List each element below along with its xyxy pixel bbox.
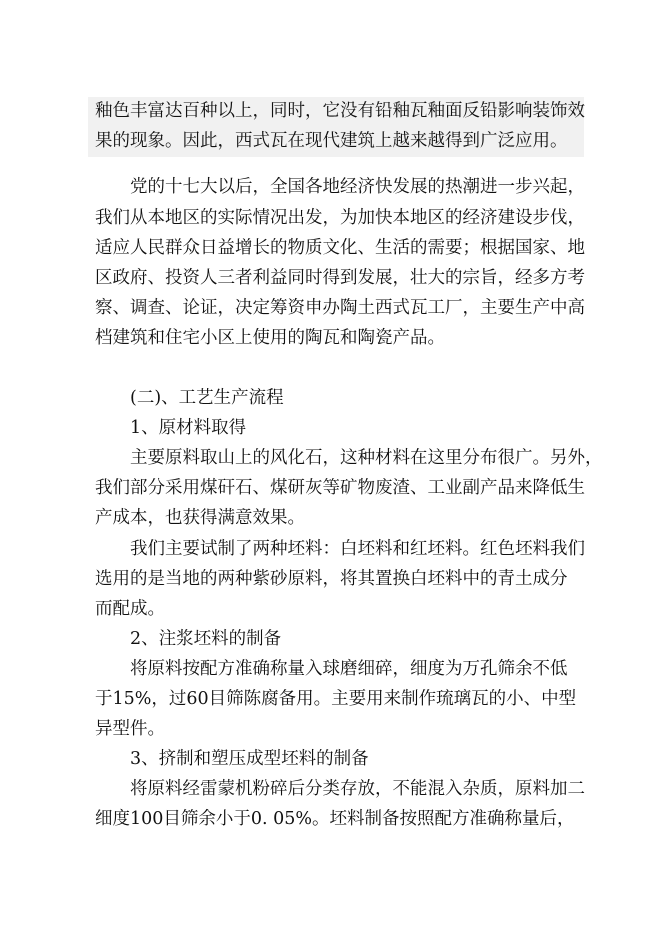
text-line: 而配成。 <box>95 599 165 619</box>
text-line: 党的十七大以后，全国各地经济快发展的热潮进一步兴起， <box>130 177 585 197</box>
text-line: 选用的是当地的两种紫砂原料，将其置换白坯料中的青土成分 <box>95 569 568 589</box>
text-line: 果的现象。因此，西式瓦在现代建筑上越来越得到广泛应用。 <box>95 131 568 151</box>
text-line: 将原料按配方准确称量入球磨细碎，细度为万孔筛余不低 <box>130 659 568 679</box>
text-line: 察、调查、论证，决定筹资申办陶土西式瓦工厂，主要生产中高 <box>95 298 585 318</box>
text-line: 产成本，也获得满意效果。 <box>95 508 305 528</box>
text-line: 档建筑和住宅小区上使用的陶瓦和陶瓷产品。 <box>95 328 445 348</box>
text-line: 主要原料取山上的风化石，这种材料在这里分布很广。另外， <box>130 448 603 468</box>
subsection-heading: 1、原材料取得 <box>130 418 247 438</box>
text-line: 细度100目筛余小于0. 05%。坯料制备按照配方准确称量后， <box>95 809 575 829</box>
text-line: 釉色丰富达百种以上，同时，它没有铅釉瓦釉面反铅影响装饰效 <box>95 101 585 121</box>
text-line: 我们从本地区的实际情况出发，为加快本地区的经济建设步伐， <box>95 208 585 228</box>
text-line: 异型件。 <box>95 719 165 739</box>
text-line: 区政府、投资人三者利益同时得到发展，壮大的宗旨，经多方考 <box>95 268 585 288</box>
text-line: 适应人民群众日益增长的物质文化、生活的需要；根据国家、地 <box>95 238 585 258</box>
text-line: 我们主要试制了两种坯料：白坯料和红坯料。红色坯料我们 <box>130 539 585 559</box>
section-heading: (二)、工艺生产流程 <box>130 388 284 408</box>
text-line: 我们部分采用煤矸石、煤研灰等矿物废渣、工业副产品来降低生 <box>95 478 585 498</box>
text-line: 于15%，过60目筛陈腐备用。主要用来制作琉璃瓦的小、中型 <box>95 689 577 709</box>
text-line: 将原料经雷蒙机粉碎后分类存放，不能混入杂质，原料加二 <box>130 779 585 799</box>
subsection-heading: 2、注浆坯料的制备 <box>130 629 282 649</box>
subsection-heading: 3、挤制和塑压成型坯料的制备 <box>130 749 369 769</box>
